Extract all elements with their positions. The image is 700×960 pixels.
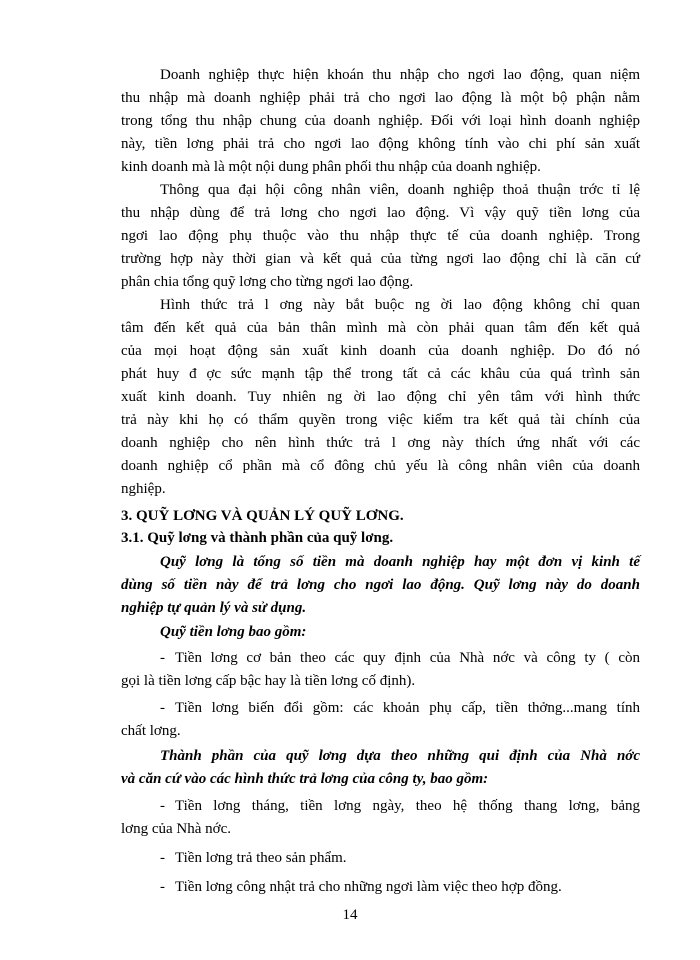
text-line: nghiệp. [121,481,166,497]
text-line: trong tổng thu nhập chung của doanh nghiệp. Đối với loại hình doanh nghiệp [121,113,640,129]
text-line: doanh nghiệp cho nên hình thức trả l ơng này thích ứng nhất với các [121,435,640,451]
text-line: thu nhập dùng để trả lơng cho ngơi lao động. Vì vậy quỹ tiền lơng của [121,205,640,221]
text-line: Thành phần của quỹ lơng dựa theo những qui định của Nhà nớc [160,748,640,764]
text-line: nghiệp tự quản lý và sử dụng. [121,600,307,616]
list-item-text: Tiền lơng công nhật trả cho những ngơi làm việc theo hợp đồng. [175,879,562,895]
bullet-icon: - [160,879,165,895]
text-line: ngơi lao động phụ thuộc vào thu nhập thực tế của doanh nghiệp. Trong [121,228,640,244]
list-item-continuation: gọi là tiền lơng cấp bậc hay là tiền lơng cố định). [121,673,416,689]
list-item-text: Tiền lơng cơ bản theo các quy định của Nhà nớc và công ty ( còn [175,650,640,666]
text-line: Quỹ lơng là tổng số tiền mà doanh nghiệp hay một đơn vị kinh tế [160,554,640,570]
fund-intro: Quỹ tiền lơng bao gồm: [160,624,307,640]
text-line: xuất kinh doanh. Tuy nhiên ng ời lao động chỉ yên tâm với hình thức [121,389,640,405]
list-item-text: Tiền lơng tháng, tiền lơng ngày, theo hệ thống thang lơng, bảng [175,798,640,814]
text-line: phân chia tổng quỹ lơng cho từng ngơi lao động. [121,274,414,290]
text-line: Doanh nghiệp thực hiện khoán thu nhập cho ngơi lao động, quan niệm [160,67,640,83]
list-item [160,648,640,668]
text-line: của mọi hoạt động sản xuất kinh doanh của doanh nghiệp. Do đó nó [121,343,640,359]
text-line: trả này khi họ có thẩm quyền trong việc kiểm tra kết quả tài chính của [121,412,640,428]
text-line: thu nhập mà doanh nghiệp phải trả cho ngơi lao động là một bộ phận nằm [121,90,640,106]
list-item-continuation: lơng của Nhà nớc. [121,821,231,837]
text-line: dùng số tiền này để trả lơng cho ngơi lao động. Quỹ lơng này do doanh [121,577,640,593]
list-item [160,848,640,868]
list-item-text: Tiền lơng biến đổi gồm: các khoản phụ cấp, tiền thởng...mang tính [175,700,640,716]
bullet-icon: - [160,850,165,866]
section-heading: 3. QUỸ LƠNG VÀ QUẢN LÝ QUỸ LƠNG. [121,508,404,524]
text-line: và căn cứ vào các hình thức trả lơng của công ty, bao gồm: [121,771,489,787]
bullet-icon: - [160,700,165,716]
page-number: 14 [342,907,358,923]
text-line: Thông qua đại hội công nhân viên, doanh nghiệp thoả thuận trớc tỉ lệ [160,182,640,198]
text-line: tâm đến kết quả của bản thân mình mà còn phải quan tâm đến kết quả [121,320,640,336]
text-line: trường hợp này thời gian và kết quả của từng ngơi lao động chỉ là căn cứ [121,251,640,267]
bullet-icon: - [160,798,165,814]
list-item [160,698,640,718]
bullet-icon: - [160,650,165,666]
text-line: kinh doanh mà là một nội dung phân phối thu nhập của doanh nghiệp. [121,159,541,175]
text-line: doanh nghiệp cổ phần mà cổ đông chủ yếu là công nhân viên của doanh [121,458,640,474]
list-item [160,877,640,897]
list-item [160,796,640,816]
text-line: Hình thức trả l ơng này bắt buộc ng ời lao động không chỉ quan [160,297,640,313]
list-item-text: Tiền lơng trả theo sản phẩm. [175,850,347,866]
subsection-heading: 3.1. Quỹ lơng và thành phần của quỹ lơng. [121,530,394,546]
text-line: này, tiền lơng phải trả cho ngơi lao động không tính vào chi phí sản xuất [121,136,640,152]
text-line: phát huy đ ợc sức mạnh tập thể trong tất cả các khâu của quá trình sản [121,366,640,382]
list-item-continuation: chất lơng. [121,723,181,739]
